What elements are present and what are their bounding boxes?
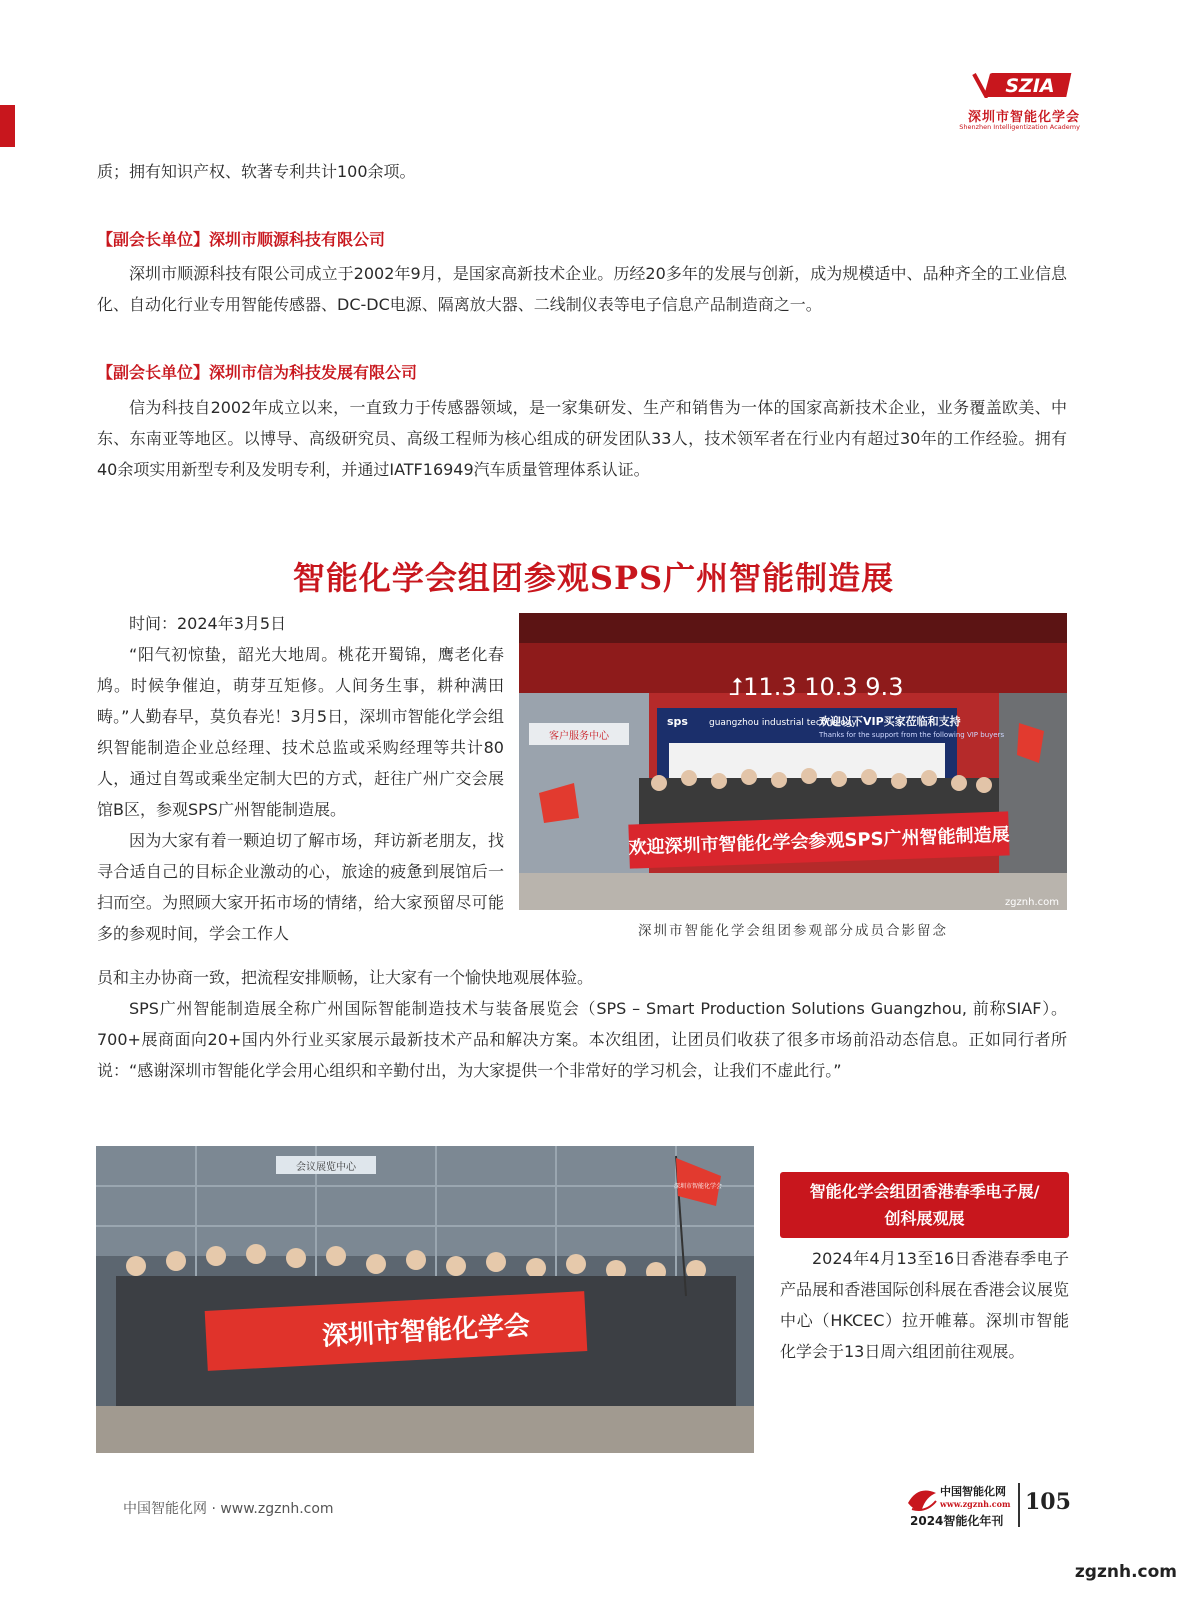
footer-divider bbox=[1018, 1483, 1020, 1527]
article2-body: 2024年4月13至16日香港春季电子产品展和香港国际创科展在香港会议展览中心（HKCEC）拉开帷幕。深圳市智能化学会于13日周六组团前往观展。 bbox=[780, 1249, 1069, 1361]
article-para-2b: 员和主办协商一致，把流程安排顺畅，让大家有一个愉快地观展体验。 bbox=[97, 968, 594, 987]
footer-logo-cn: 中国智能化网 bbox=[940, 1485, 1006, 1498]
szia-logo bbox=[948, 68, 1080, 132]
photo-banner-text: 欢迎深圳市智能化学会参观SPS广州智能制造展 bbox=[628, 824, 1010, 859]
photo-hk-group bbox=[96, 1146, 754, 1453]
site-watermark: zgznh.com bbox=[1074, 1562, 1177, 1582]
szia-logo-mark bbox=[972, 70, 1072, 98]
article-left-column bbox=[97, 608, 504, 949]
footer-logo-url: www.zgznh.com bbox=[940, 1499, 1011, 1509]
photo1-caption: 深圳市智能化学会组团参观部分成员合影留念 bbox=[638, 923, 948, 939]
page-edge-tab bbox=[0, 105, 15, 147]
svg-text:欢迎以下VIP买家莅临和支持: 欢迎以下VIP买家莅临和支持 bbox=[819, 715, 961, 728]
page-number: 105 bbox=[1025, 1489, 1071, 1515]
logo-chinese-name: 深圳市智能化学会 bbox=[967, 110, 1080, 125]
section2-body: 信为科技自2002年成立以来，一直致力于传感器领域，是一家集研发、生产和销售为一体的国家高新技术企业，业务覆盖欧美、中东、东南亚等地区。以博导、高级研究员、高级工程师为核心组成的研发团队33人，技术领军者在行业内有超过30年的工作经验。拥有40余项实用新型专利及发明专利，并通过IATF16949汽车质量管理体系认证。 bbox=[97, 398, 1067, 479]
article-para-1: “阳气初惊蛰，韶光大地周。桃花开蜀锦，鹰老化春鸠。时候争催迫，萌芽互矩修。人间务生事，耕种满田畴。”人勤春早，莫负春光！3月5日，深圳市智能化学会组织智能制造企业总经理、技术总监或采购经理等共计80人，通过自驾或乘坐定制大巴的方式，赶往广州广交会展馆B区，参观SPS广州智能制造展。 bbox=[97, 645, 504, 819]
logo-english-name: Shenzhen Intelligentization Academy bbox=[959, 123, 1080, 131]
section2-heading: 【副会长单位】深圳市信为科技发展有限公司 bbox=[97, 363, 418, 382]
article2-title-box bbox=[780, 1172, 1069, 1238]
svg-text:zgznh.com: zgznh.com bbox=[1004, 897, 1059, 908]
svg-text:Thanks for the support from th: Thanks for the support from the following VIP buyers bbox=[819, 731, 1005, 739]
article-title: 智能化学会组团参观SPS广州智能制造展 bbox=[292, 559, 895, 597]
footer-year-title: 2024智能化年刊 bbox=[910, 1514, 1004, 1528]
photo-sps-group bbox=[519, 613, 1067, 910]
svg-text:sps: sps bbox=[667, 715, 688, 728]
section1-body: 深圳市顺源科技有限公司成立于2002年9月，是国家高新技术企业。历经20多年的发展与创新，成为规模适中、品种齐全的工业信息化、自动化行业专用智能传感器、DC-DC电源、隔离放大器、二线制仪表等电子信息产品制造商之一。 bbox=[97, 264, 1067, 314]
article-para-2a: 因为大家有着一颗迫切了解市场，拜访新老朋友，找寻合适自己的目标企业激动的心，旅途的疲惫到展馆后一扫而空。为照顾大家开拓市场的情绪，给大家预留尽可能多的参观时间，学会工作人 bbox=[97, 831, 504, 943]
article-full-width bbox=[97, 962, 1067, 1086]
article-time: 时间：2024年3月5日 bbox=[129, 614, 287, 633]
article2-title-line2: 创科展观展 bbox=[884, 1209, 965, 1228]
svg-text:guangzhou industrial technolog: guangzhou industrial technology bbox=[709, 718, 857, 728]
footer-logo bbox=[906, 1483, 1016, 1529]
logo-mark-text: SZIA bbox=[1005, 75, 1055, 97]
article2-title-line1: 智能化学会组团香港春季电子展/ bbox=[809, 1182, 1040, 1201]
svg-text:深圳市智能化学会: 深圳市智能化学会 bbox=[673, 1183, 723, 1190]
photo2-banner-text: 深圳市智能化学会 bbox=[321, 1311, 531, 1352]
svg-text:客户服务中心: 客户服务中心 bbox=[549, 731, 609, 742]
continued-text: 质；拥有知识产权、软著专利共计100余项。 bbox=[97, 162, 416, 181]
article-para-3: SPS广州智能制造展全称广州国际智能制造技术与装备展览会（SPS – Smart Production Solutions Guangzhou, 前称SIAF）。700+展商面向20+国内外行业买家展示最新技术产品和解决方案。本次组团，让团员们收获了很多市场前沿动态信息。正如同行者所说：“感谢深圳市智能化学会用心组织和辛勤付出，为大家提供一个非常好的学习机会，让我们不虚此行。” bbox=[97, 999, 1067, 1080]
footer-site: 中国智能化网 · www.zgznh.com bbox=[123, 1501, 334, 1517]
section1-heading: 【副会长单位】深圳市顺源科技有限公司 bbox=[97, 230, 386, 249]
hall-numbers: ⮥11.3 10.3 9.3 bbox=[729, 673, 904, 701]
svg-text:会议展览中心: 会议展览中心 bbox=[296, 1162, 356, 1173]
